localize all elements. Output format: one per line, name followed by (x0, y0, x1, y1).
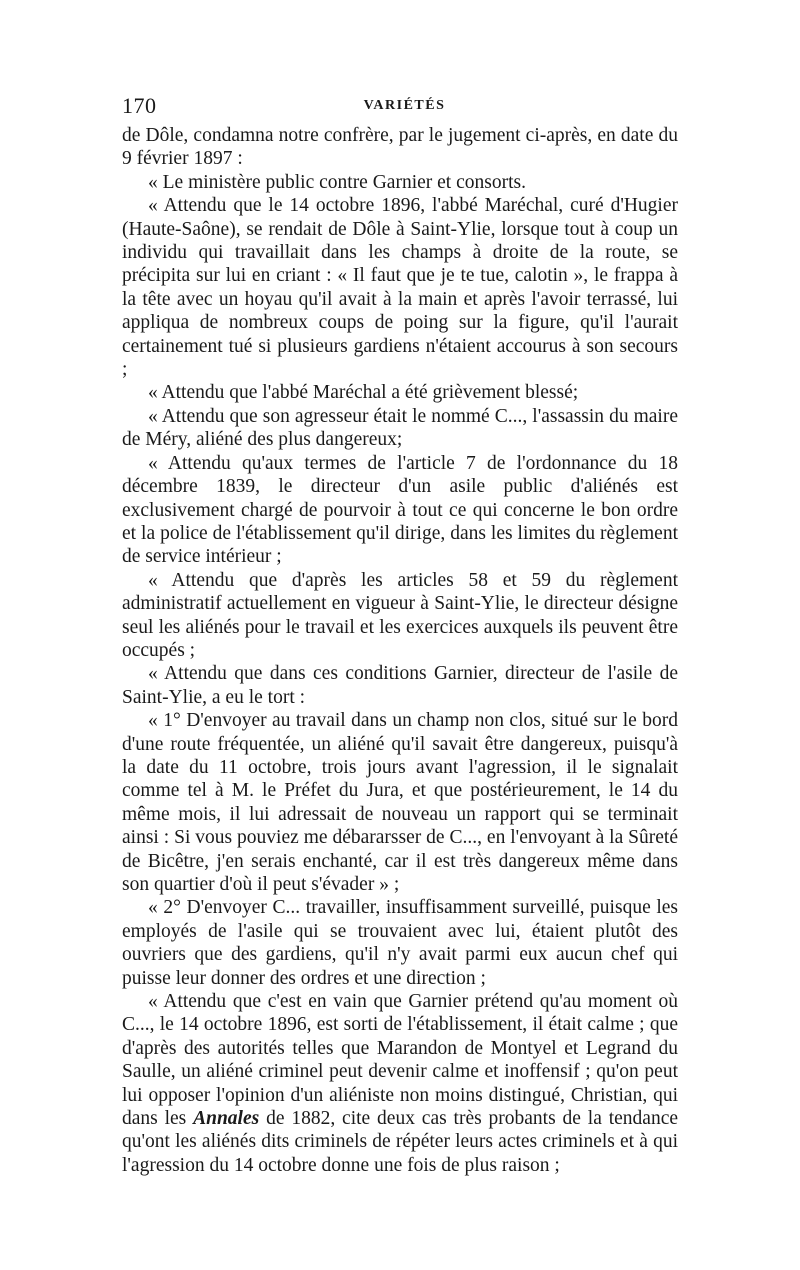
paragraph-attendu-calme (122, 990, 678, 1177)
paragraph-text-before: « Attendu que c'est en vain que Garnier prétend qu'au moment où C..., le 14 octobre 1896, est sorti de l'établissement, il était calme ; que d'après des autorités telles que Marandon de Montyel et Legrand du Saulle, un aliéné criminel peut devenir calme et inoffensif ; qu'on peut lui opposer l'opinion d'un aliéniste non moins distingué, Christian, qui dans les (122, 991, 678, 1130)
section-title: VARIÉTÉS (363, 98, 446, 113)
paragraph-case-title: « Le ministère public contre Garnier et consorts. (148, 171, 526, 193)
paragraph-attendu-agression: « Attendu que le 14 octobre 1896, l'abbé Maréchal, curé d'Hugier (Haute-Saône), se rendait de Dôle à Saint-Ylie, lorsque tout à coup un individu qui travaillait dans les champs à droite de la route, se précipita sur lui en criant : « Il faut que je te tue, calotin », le frappa à la tête avec un hoyau qu'il avait à la main et après l'avoir terrassé, lui appliqua de nombreux coups de poing sur la figure, qu'il l'aurait certainement tué si plusieurs gardiens n'étaient accourus à son secours ; (122, 195, 678, 381)
paragraph-intro: de Dôle, condamna notre confrère, par le jugement ci-après, en date du 9 février 1897 : (122, 125, 678, 170)
paragraph-text-after: de 1882, cite deux cas très probants de la tendance qu'ont les aliénés dits criminels de répéter leurs actes criminels et à qui l'agression du 14 octobre donne une fois de plus raison ; (122, 1108, 679, 1176)
page-number: 170 (122, 93, 157, 118)
paragraph-attendu-blessure: « Attendu que l'abbé Maréchal a été grièvement blessé; (148, 382, 579, 404)
paragraph-attendu-reglement: « Attendu que d'après les articles 58 et 59 du règlement administratif actuellement en vigueur à Saint-Ylie, le directeur désigne seul les aliénés pour le travail et les exercices auxquels ils peuvent être occupés ; (122, 569, 678, 661)
paragraph-point-2: « 2° D'envoyer C... travailler, insuffisamment surveillé, puisque les employés de l'asile qui se trouvaient avec lui, étaient plutôt des ouvriers que des gardiens, qu'il n'y avait parmi eux aucun chef qui puisse leur donner des ordres et une direction ; (122, 897, 678, 989)
paragraph-attendu-tort: « Attendu que dans ces conditions Garnier, directeur de l'asile de Saint-Ylie, a eu le tort : (122, 663, 678, 708)
running-head (122, 93, 687, 123)
paragraph-attendu-ordonnance: « Attendu qu'aux termes de l'article 7 de l'ordonnance du 18 décembre 1839, le directeur d'un asile public d'aliénés est exclusivement chargé de pourvoir à tout ce qui concerne le bon ordre et la police de l'établissement qu'il dirige, dans les limites du règlement de service intérieur ; (122, 452, 678, 568)
paragraph-attendu-agresseur: « Attendu que son agresseur était le nommé C..., l'assassin du maire de Méry, aliéné des plus dangereux; (122, 405, 678, 451)
annales-title: Annales (193, 1108, 260, 1130)
paragraph-point-1: « 1° D'envoyer au travail dans un champ non clos, situé sur le bord d'une route fréquentée, un aliéné qu'il savait être dangereux, puisqu'à la date du 11 octobre, trois jours avant l'agression, il le signalait comme tel à M. le Préfet du Jura, et que postérieurement, le 14 du même mois, il lui adressait de nouveau un rapport qui se terminait ainsi : Si vous pouviez me débararsser de C..., en l'envoyant à la Sûreté de Bicêtre, j'en serais enchanté, car il est très dangereux même dans son quartier d'où il peut s'évader » ; (122, 710, 678, 895)
body-text (122, 124, 678, 1177)
